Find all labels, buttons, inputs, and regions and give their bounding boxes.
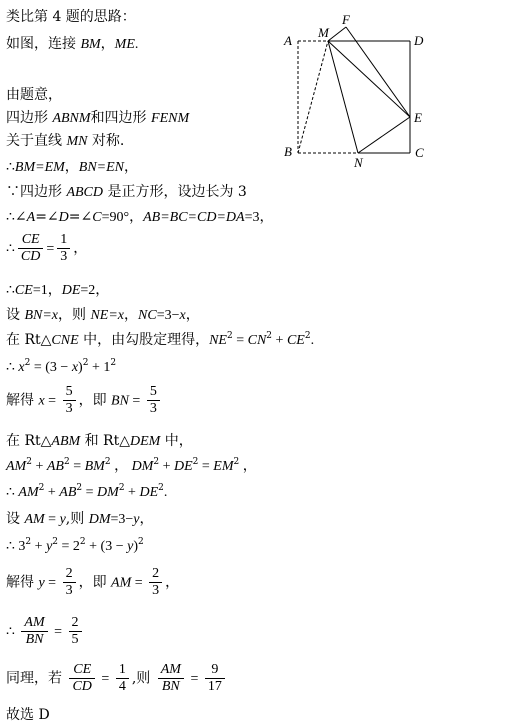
line-solve-x: 解得 x = $\frac{5}{3}$ ，即 BN = $\frac{5}{3}$ — [6, 384, 163, 417]
line-ratio: ∴ $\frac{CE}{CD}$ = $\frac{1}{3}$ ， — [6, 232, 88, 264]
line-equation-x: ∴ $x^2 = (3 - x)^2 + 1^2$ — [6, 358, 117, 375]
line-ratio-am-bn: ∴ $\frac{AM}{BN}$ = $\frac{2}{5}$ — [6, 615, 85, 648]
line-combined: ∴ $AM^2 + AB^2 = DM^2 + DE^2$. — [6, 483, 168, 500]
line-triangles: 在 Rt△ABM 和 Rt△DEM 中， — [6, 433, 193, 449]
geometry-figure — [278, 10, 428, 170]
edge-en — [358, 117, 410, 153]
line-angles: ∴∠A=∠D=∠C=90°，AB=BC=CD=DA=3， — [6, 209, 274, 225]
line-similarly: 同理，若 $\frac{CE}{CD}$ = $\frac{1}{4}$ ,则 $\frac{AM}{BN}$ = $\frac{9}{17}$ — [6, 662, 228, 695]
label-e: E — [414, 110, 422, 125]
edge-mf — [328, 27, 346, 41]
line-let-y: 设 AM = y,则 DM=3−y， — [6, 511, 154, 527]
line-pythag-cne: 在 Rt△CNE 中，由勾股定理得，$NE^2 = CN^2 + CE^2$. — [6, 331, 315, 348]
edge-bm — [298, 41, 328, 153]
label-d: D — [414, 33, 424, 48]
line-equal-segments: ∴BM=EM，BN=EN， — [6, 159, 139, 175]
line-intro: 类比第 4 题的思路： — [6, 9, 136, 25]
edge-mn — [328, 41, 358, 153]
label-c: C — [415, 145, 424, 160]
line-ce-de: ∴CE=1，DE=2， — [6, 282, 110, 298]
line-symmetric: 关于直线 MN 对称. — [6, 133, 125, 149]
line-given: 由题意， — [6, 87, 62, 103]
line-let-x: 设 BN=x，则 NE=x，NC=3−x， — [6, 307, 200, 323]
line-answer: 故选 D — [6, 707, 50, 723]
label-b: B — [284, 144, 292, 159]
label-f: F — [342, 12, 350, 27]
line-square: ∵四边形 ABCD 是正方形，设边长为 3 — [6, 184, 247, 200]
label-n: N — [354, 155, 363, 170]
line-solve-y: 解得 y = $\frac{2}{3}$ ，即 AM = $\frac{2}{3}$ ， — [6, 566, 180, 598]
line-connect: 如图，连接 BM，ME. — [6, 36, 139, 52]
label-a: A — [284, 33, 292, 48]
edge-me — [328, 41, 410, 117]
line-pythag-both: $AM^2 + AB^2 = BM^2$ ， $DM^2 + DE^2 = EM^2$ ， — [6, 457, 257, 474]
line-quads: 四边形 ABNM和四边形 FENM — [6, 110, 190, 126]
line-equation-y: ∴ $3^2 + y^2 = 2^2 + (3 - y)^2$ — [6, 537, 144, 554]
label-m: M — [318, 25, 329, 40]
